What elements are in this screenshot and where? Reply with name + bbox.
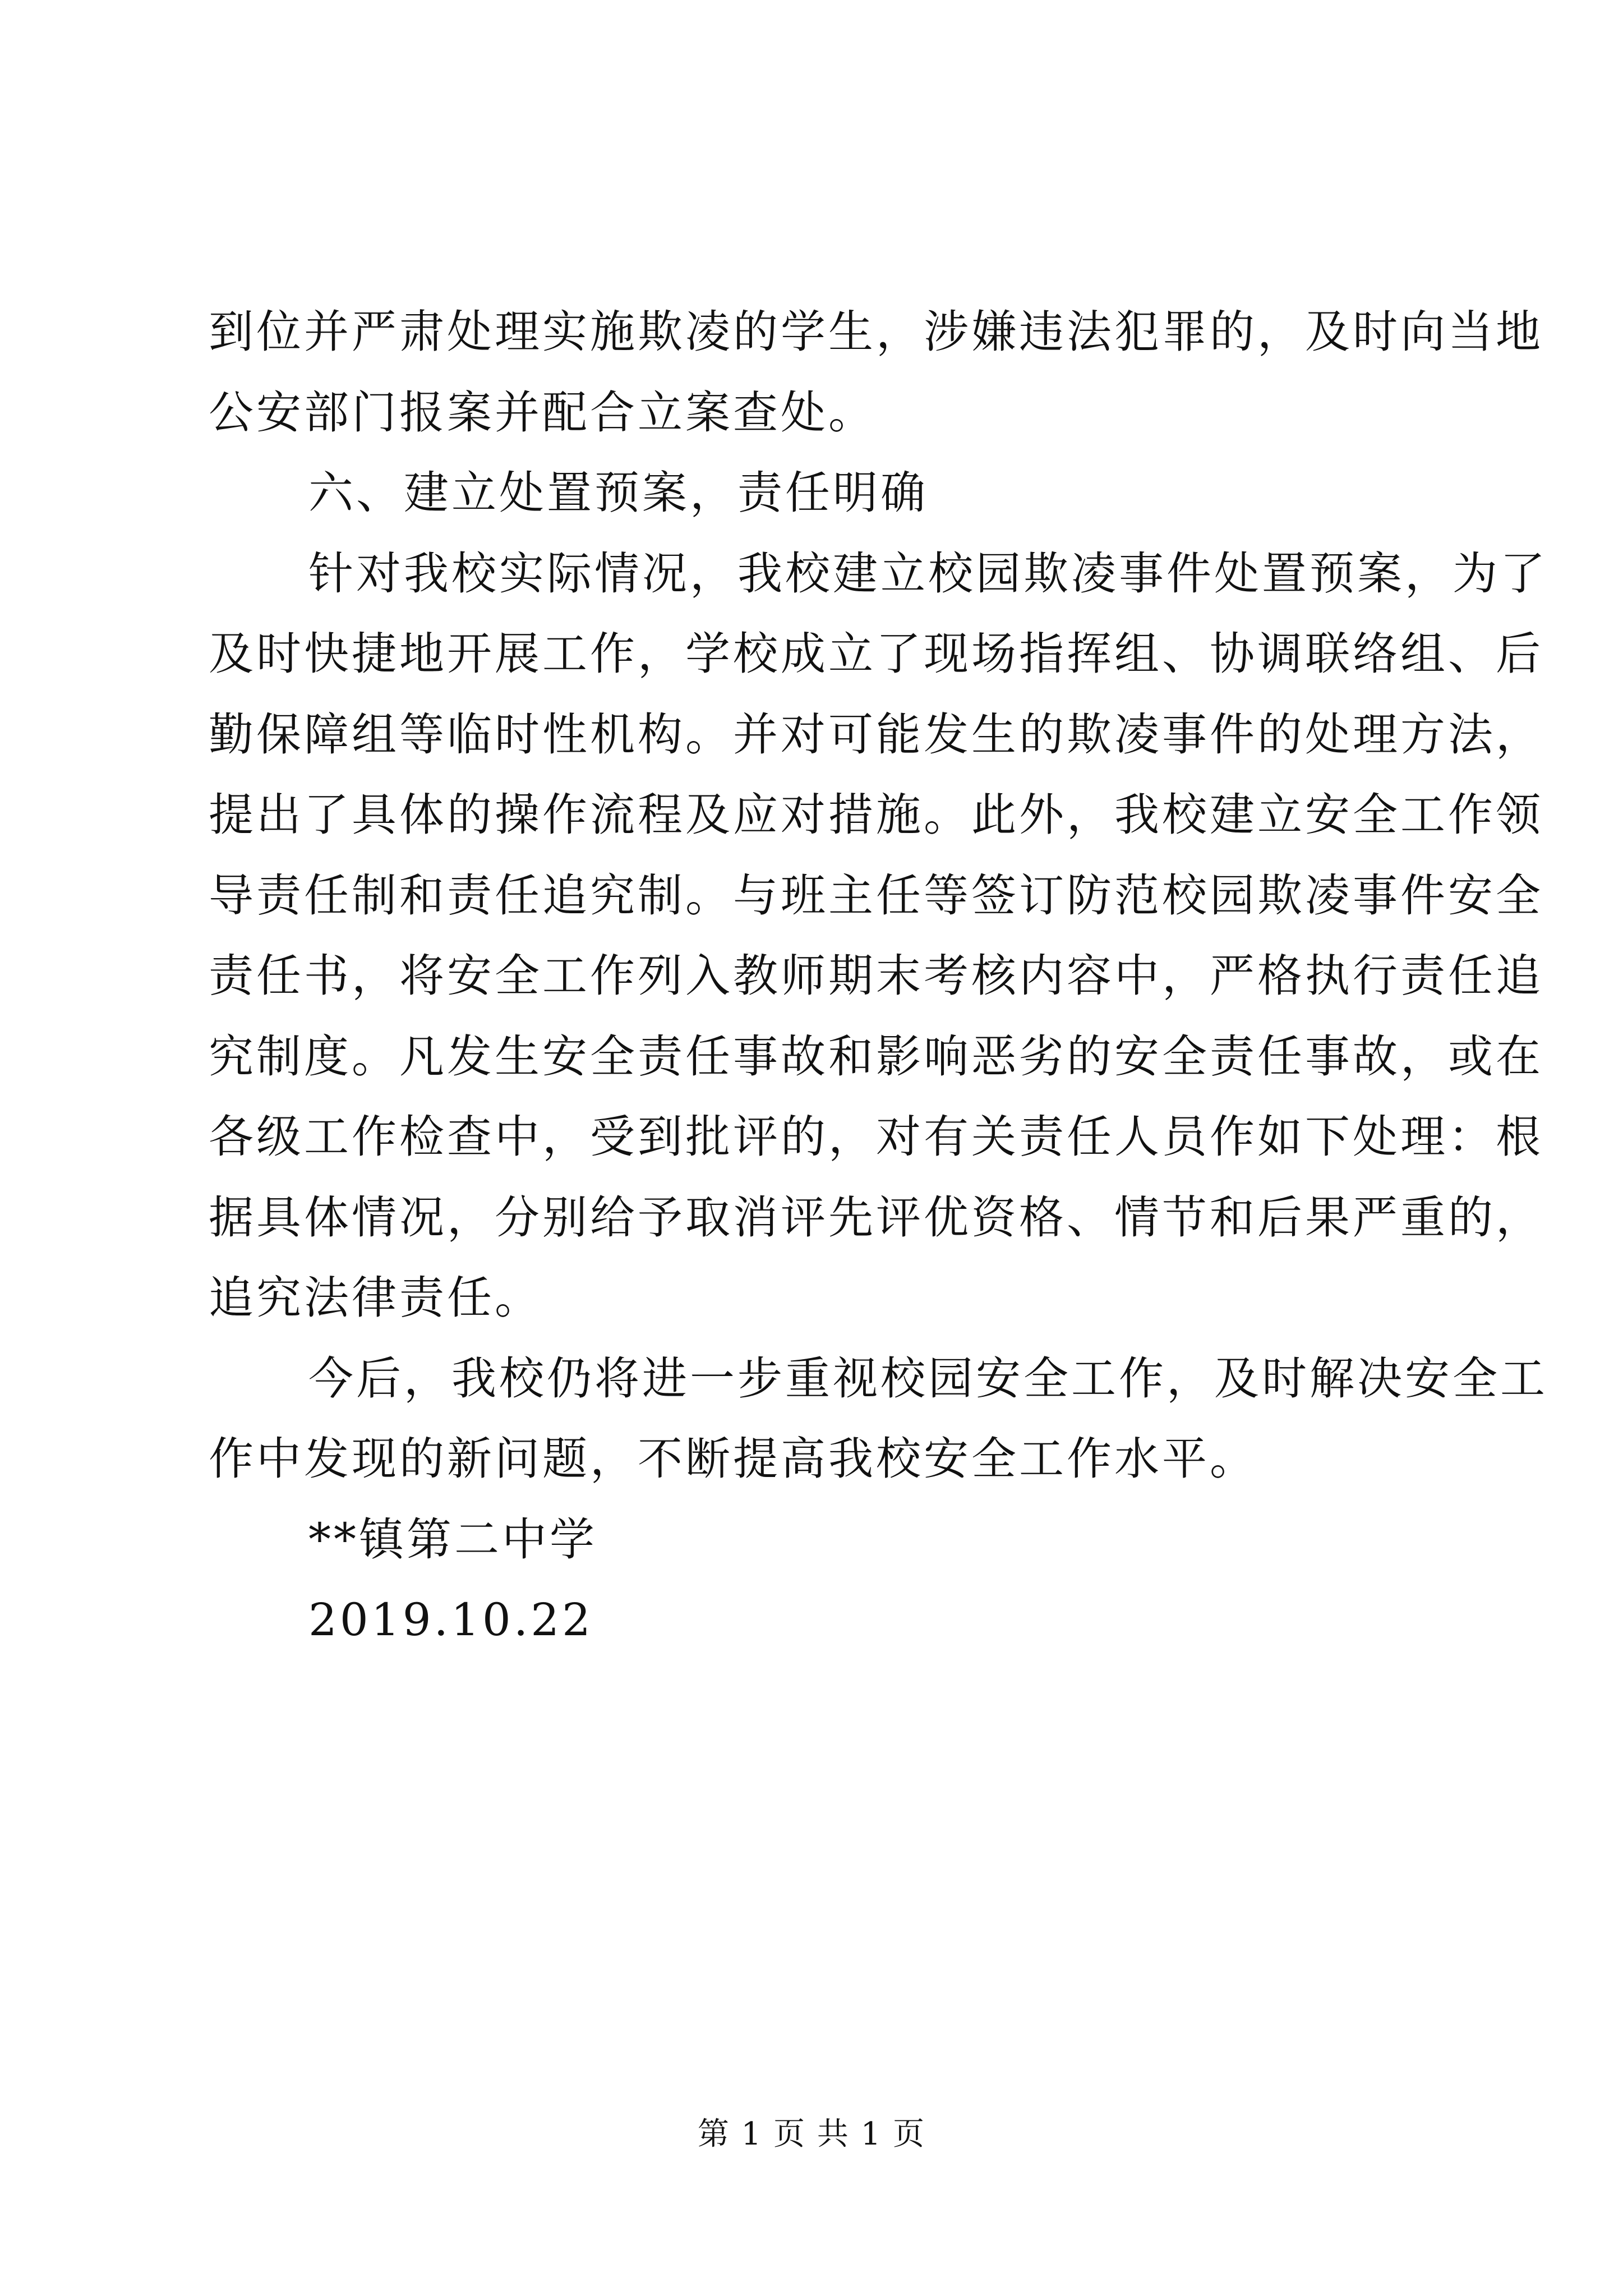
paragraph-line: 针对我校实际情况，我校建立校园欺凌事件处置预案，为了 xyxy=(308,547,1548,600)
paragraph-line: 公安部门报案并配合立案查处。 xyxy=(209,386,876,439)
section-heading: 六、建立处置预案，责任明确 xyxy=(308,467,928,519)
signature-date: 2019.10.22 xyxy=(308,1594,594,1646)
paragraph-line: 作中发现的新问题，不断提高我校安全工作水平。 xyxy=(209,1433,1257,1485)
paragraph-line: 据具体情况，分别给予取消评先评优资格、情节和后果严重的， xyxy=(209,1191,1543,1244)
paragraph-line: 各级工作检查中，受到批评的，对有关责任人员作如下处理：根 xyxy=(209,1111,1543,1163)
paragraph-line: 责任书，将安全工作列入教师期末考核内容中，严格执行责任追 xyxy=(209,950,1543,1002)
paragraph-line: 到位并严肃处理实施欺凌的学生，涉嫌违法犯罪的，及时向当地 xyxy=(209,306,1543,358)
paragraph-line: 及时快捷地开展工作，学校成立了现场指挥组、协调联络组、后 xyxy=(209,628,1543,680)
page-number-footer: 第 1 页 共 1 页 xyxy=(697,2116,926,2152)
paragraph-line: 今后，我校仍将进一步重视校园安全工作，及时解决安全工 xyxy=(308,1352,1548,1405)
paragraph-line: 导责任制和责任追究制。与班主任等签订防范校园欺凌事件安全 xyxy=(209,869,1543,922)
paragraph-line: 勤保障组等临时性机构。并对可能发生的欺凌事件的处理方法， xyxy=(209,708,1543,761)
document-body xyxy=(209,292,1548,1660)
paragraph-line: 究制度。凡发生安全责任事故和影响恶劣的安全责任事故，或在 xyxy=(209,1030,1543,1083)
paragraph-line: 追究法律责任。 xyxy=(209,1272,542,1324)
paragraph-line: 提出了具体的操作流程及应对措施。此外，我校建立安全工作领 xyxy=(209,789,1543,841)
signature-school: **镇第二中学 xyxy=(308,1513,597,1566)
